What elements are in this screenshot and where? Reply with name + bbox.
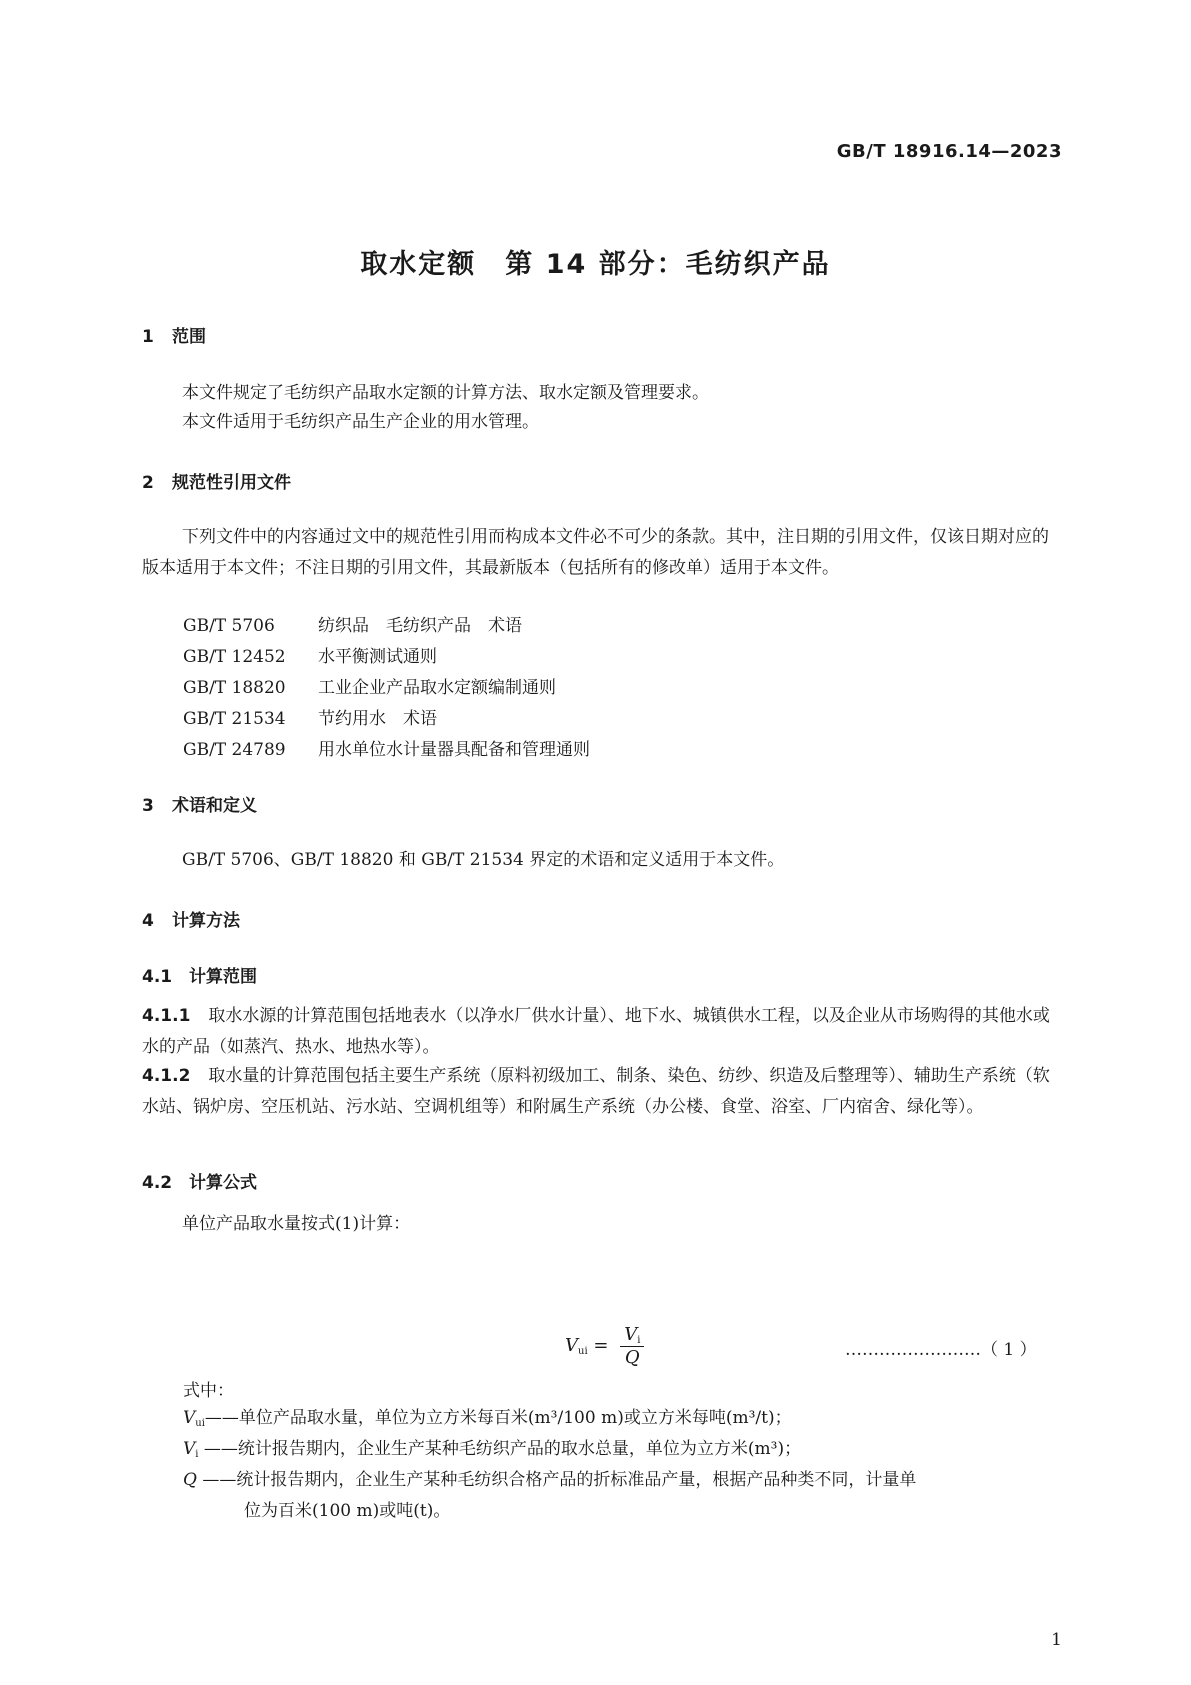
section-title: 计算方法 — [172, 911, 240, 931]
reference-title: 水平衡测试通则 — [318, 647, 437, 667]
formula-lhs-subscript: ui — [578, 1346, 588, 1357]
section-number: 3 — [142, 796, 154, 816]
reference-item — [183, 642, 590, 673]
section-title: 规范性引用文件 — [172, 473, 291, 493]
variable-symbol: $V_{ui}$ — [183, 1408, 205, 1429]
formula-equals: = — [593, 1335, 609, 1356]
clause-4-1-2 — [142, 1061, 1062, 1123]
reference-code: GB/T 5706 — [183, 616, 275, 636]
fraction-numerator — [620, 1324, 644, 1347]
reference-title: 纺织品 毛纺织产品 术语 — [318, 616, 522, 636]
section-1-paragraph-2: 本文件适用于毛纺织产品生产企业的用水管理。 — [182, 412, 539, 432]
subsection-4-1-heading — [142, 962, 257, 987]
section-number: 4 — [142, 911, 154, 931]
clause-4-1-1 — [142, 1001, 1062, 1063]
variable-description-continued: 位为百米(100 m)或吨(t)。 — [244, 1501, 451, 1521]
variable-symbol: Q — [183, 1470, 197, 1490]
section-4-heading — [142, 906, 240, 931]
clause-text: 取水水源的计算范围包括地表水（以净水厂供水计量）、地下水、城镇供水工程，以及企业从市场购得的其他水或水的产品（如蒸汽、热水、地热水等）。 — [142, 1006, 1050, 1057]
reference-item — [183, 673, 590, 704]
reference-code: GB/T 12452 — [183, 647, 286, 667]
variable-description: ——单位产品取水量，单位为立方米每百米(m³/100 m)或立方米每吨(m³/t)； — [204, 1408, 792, 1428]
formula-number: ……………………（ 1 ） — [845, 1340, 1037, 1360]
reference-code: GB/T 24789 — [183, 740, 286, 760]
section-title: 术语和定义 — [172, 796, 257, 816]
reference-title: 工业企业产品取水定额编制通则 — [318, 678, 556, 698]
reference-item — [183, 611, 590, 642]
subsection-number: 4.2 — [142, 1173, 173, 1193]
clause-number: 4.1.1 — [142, 1006, 191, 1026]
formula-fraction — [620, 1324, 644, 1368]
variable-description: ——统计报告期内，企业生产某种毛纺织合格产品的折标准品产量，根据产品种类不同，计量单 — [196, 1470, 917, 1490]
normative-reference-list — [183, 611, 590, 766]
standard-code: GB/T 18916.14—2023 — [836, 141, 1062, 162]
numerator-symbol: V — [624, 1324, 638, 1345]
variable-definition — [183, 1465, 1063, 1527]
formula-1 — [565, 1324, 644, 1368]
section-1-paragraph-1: 本文件规定了毛纺织产品取水定额的计算方法、取水定额及管理要求。 — [182, 383, 709, 403]
subsection-title: 计算范围 — [189, 967, 257, 987]
section-1-heading — [142, 322, 206, 347]
section-title: 范围 — [172, 327, 206, 347]
formula-intro: 单位产品取水量按式(1)计算： — [182, 1214, 411, 1234]
clause-number: 4.1.2 — [142, 1066, 191, 1086]
reference-item — [183, 704, 590, 735]
section-2-heading — [142, 468, 291, 493]
variable-symbol: $V_i$ — [183, 1439, 199, 1460]
subsection-title: 计算公式 — [189, 1173, 257, 1193]
section-3-heading — [142, 791, 257, 816]
formula-lhs: V — [565, 1335, 578, 1356]
section-number: 1 — [142, 327, 154, 347]
section-2-intro: 下列文件中的内容通过文中的规范性引用而构成本文件必不可少的条款。其中，注日期的引用文件，仅该日期对应的版本适用于本文件；不注日期的引用文件，其最新版本（包括所有的修改单）适用于本文件。 — [142, 527, 1049, 578]
section-3-paragraph: GB/T 5706、GB/T 18820 和 GB/T 21534 界定的术语和定义适用于本文件。 — [182, 850, 785, 870]
fraction-denominator: Q — [624, 1347, 640, 1368]
reference-code: GB/T 18820 — [183, 678, 286, 698]
variable-description: ——统计报告期内，企业生产某种毛纺织产品的取水总量，单位为立方米(m³)； — [198, 1439, 802, 1459]
subsection-number: 4.1 — [142, 967, 173, 987]
document-title: 取水定额 第 14 部分：毛纺织产品 — [360, 249, 831, 280]
numerator-subscript: i — [637, 1335, 641, 1346]
page-number: 1 — [1051, 1630, 1062, 1650]
clause-text: 取水量的计算范围包括主要生产系统（原料初级加工、制条、染色、纺纱、织造及后整理等）、辅助生产系统（软水站、锅炉房、空压机站、污水站、空调机组等）和附属生产系统（办公楼、食堂、浴室、厂内宿舍、绿化等）。 — [142, 1066, 1050, 1117]
where-label: 式中： — [183, 1381, 234, 1401]
reference-item — [183, 735, 590, 766]
subsection-4-2-heading — [142, 1168, 257, 1193]
reference-code: GB/T 21534 — [183, 709, 286, 729]
section-number: 2 — [142, 473, 154, 493]
reference-title: 节约用水 术语 — [318, 709, 437, 729]
reference-title: 用水单位水计量器具配备和管理通则 — [318, 740, 590, 760]
